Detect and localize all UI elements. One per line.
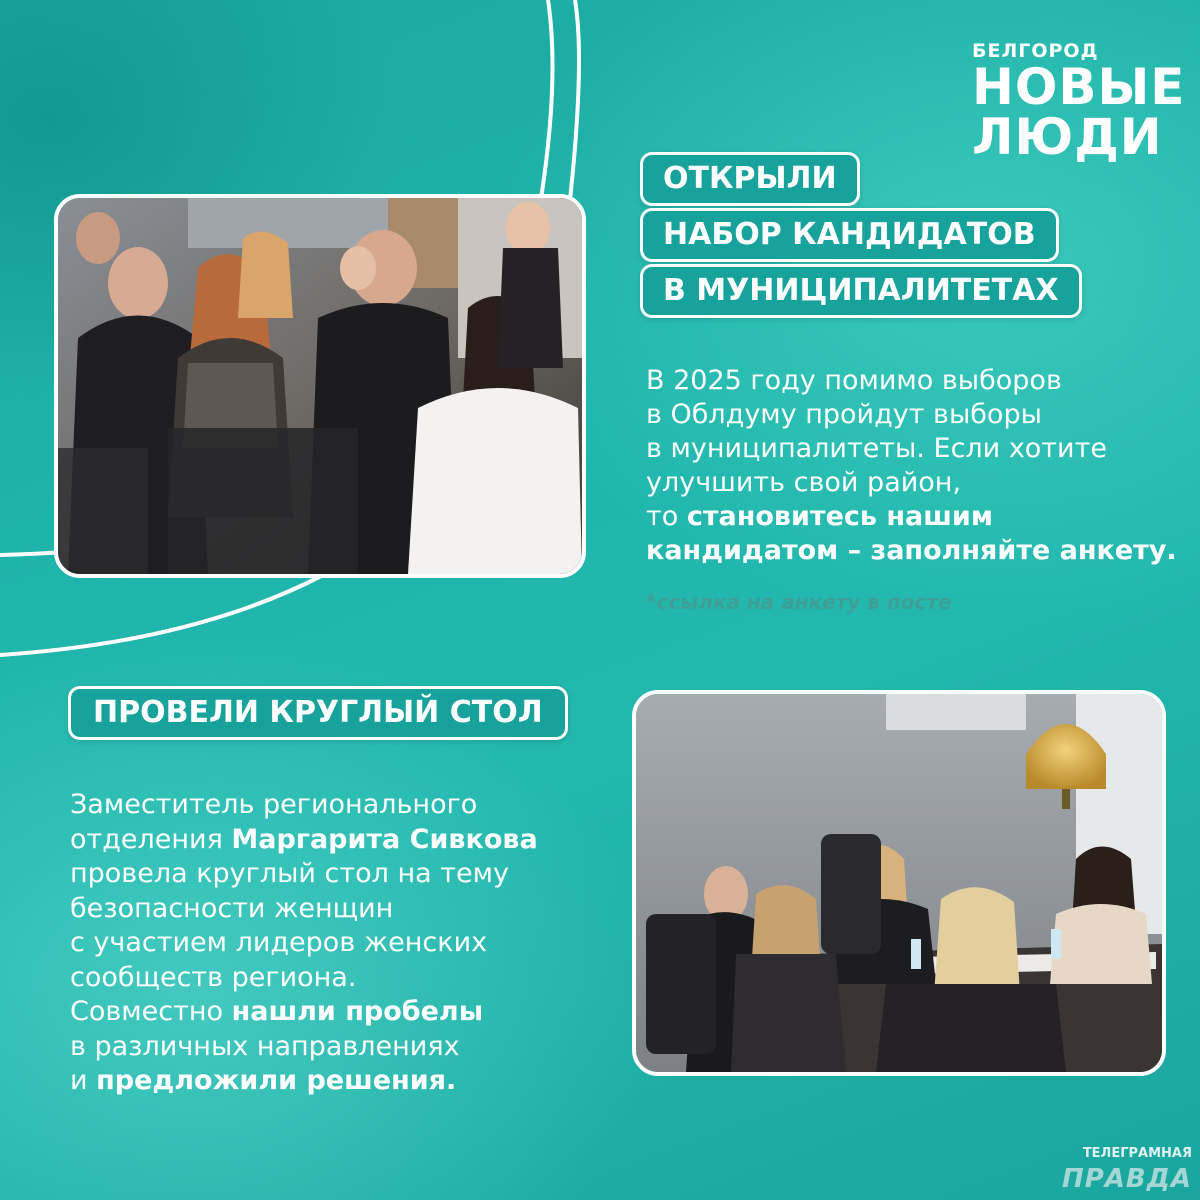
desc-line-6-bold: кандидатом – заполняйте анкету. — [646, 535, 1177, 566]
survey-link-note: *ссылка на анкету в посте — [646, 590, 952, 614]
title-line-recruitment: НАБОР КАНДИДАТОВ — [640, 208, 1059, 262]
title-line-open: ОТКРЫЛИ — [640, 152, 860, 206]
rt-line-2-bold: Маргарита Сивкова — [231, 823, 538, 855]
round-table-description — [70, 788, 538, 1099]
desc-line-2: в Облдуму пройдут выборы — [646, 399, 1042, 430]
desc-line-4: улучшить свой район, — [646, 467, 962, 498]
desc-line-5-bold: становитесь нашим — [686, 501, 993, 532]
rt-line-9-bold: предложили решения. — [96, 1065, 457, 1096]
rt-line-3: провела круглый стол на тему — [70, 858, 509, 889]
rt-line-4: безопасности женщин — [70, 892, 394, 924]
party-logo — [972, 40, 1186, 166]
rt-line-2 — [70, 823, 538, 858]
logo-city: БЕЛГОРОД — [972, 40, 1099, 62]
rt-line-9 — [70, 1064, 538, 1099]
rt-line-7-plain: Совместно — [70, 996, 232, 1027]
title-line-municipalities: В МУНИЦИПАЛИТЕТАХ — [640, 264, 1082, 318]
round-table-photo — [632, 690, 1166, 1076]
telegram-pravda-watermark — [1061, 1146, 1192, 1194]
recruitment-description — [646, 364, 1177, 568]
logo-line-2: ЛЮДИ — [972, 108, 1163, 166]
desc-line-5 — [646, 500, 1177, 534]
watermark-small-text: ТЕЛЕГРАМНАЯ — [1082, 1146, 1192, 1161]
rt-line-6: сообществ региона. — [70, 961, 357, 993]
rt-line-9-plain: и — [70, 1065, 97, 1096]
desc-line-5-plain: то — [646, 501, 687, 532]
logo-line-1: НОВЫЕ — [972, 58, 1186, 116]
desc-line-6 — [646, 534, 1177, 568]
desc-line-3: в муниципалитеты. Если хотите — [646, 433, 1107, 464]
desc-line-1: В 2025 году помимо выборов — [646, 365, 1062, 396]
rt-line-7 — [70, 995, 538, 1030]
rt-line-2-plain: отделения — [70, 823, 232, 855]
rt-line-7-bold: нашли пробелы — [231, 996, 484, 1027]
audience-photo-illustration — [58, 198, 582, 574]
rt-line-1: Заместитель регионального — [70, 789, 478, 820]
rt-line-5: с участием лидеров женских — [70, 927, 488, 958]
round-table-title: ПРОВЕЛИ КРУГЛЫЙ СТОЛ — [68, 686, 568, 740]
audience-photo — [54, 194, 586, 578]
rt-line-8: в различных направлениях — [70, 1030, 460, 1062]
round-table-photo-illustration — [636, 694, 1162, 1072]
watermark-big-text: ПРАВДА — [1061, 1164, 1192, 1194]
